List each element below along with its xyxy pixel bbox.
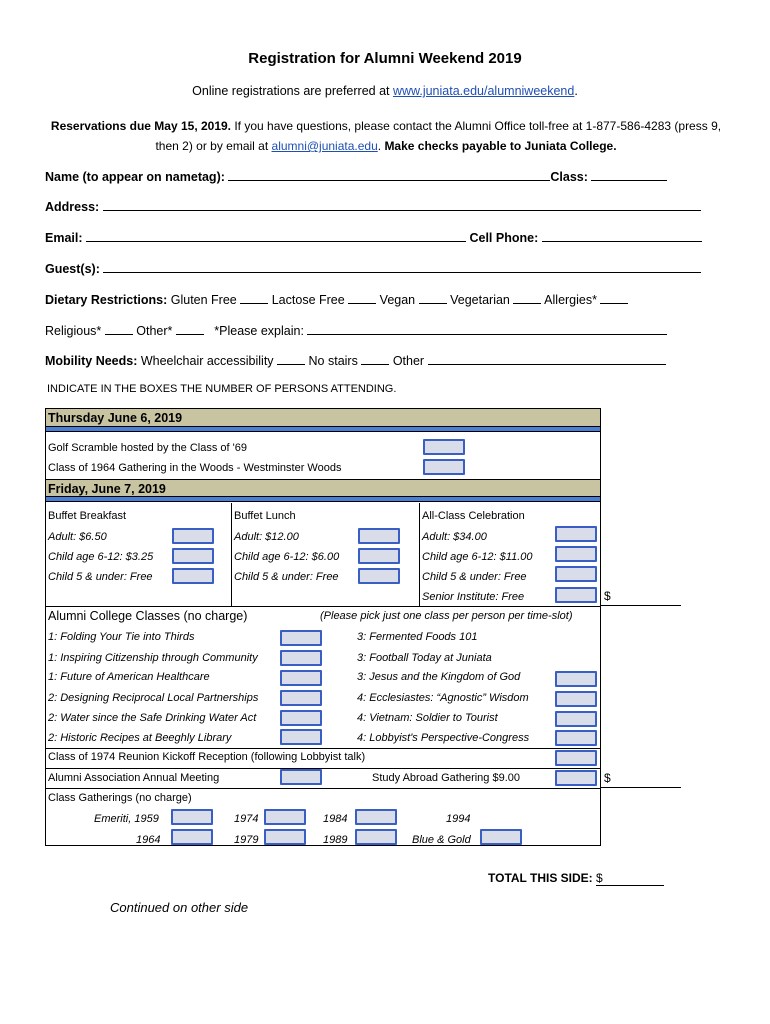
no-stairs-field[interactable] xyxy=(361,352,389,365)
lactose-free-field[interactable] xyxy=(348,291,376,304)
events-table xyxy=(45,408,601,846)
college-class-1a: 1: Folding Your Tie into Thirds xyxy=(48,631,195,643)
alumni-email-link[interactable]: alumni@juniata.edu xyxy=(271,139,378,153)
college-box-4a[interactable] xyxy=(555,691,597,707)
name-field[interactable] xyxy=(228,168,550,181)
study-abroad-label: Study Abroad Gathering $9.00 xyxy=(372,772,520,784)
allergies-field[interactable] xyxy=(600,291,628,304)
golf-label: Golf Scramble hosted by the Class of '69 xyxy=(48,442,247,454)
college-box-2a[interactable] xyxy=(280,690,322,706)
cell-phone-field[interactable] xyxy=(542,229,702,242)
celebration-child: Child age 6-12: $11.00 xyxy=(422,551,533,563)
class-1984-label: 1984 xyxy=(323,813,348,825)
friday-divider xyxy=(46,497,600,502)
total-this-side: TOTAL THIS SIDE: $ xyxy=(488,871,664,886)
college-class-3b: 3: Football Today at Juniata xyxy=(357,652,492,664)
breakfast-adult: Adult: $6.50 xyxy=(48,531,107,543)
college-box-1a[interactable] xyxy=(280,630,322,646)
class-1984-box[interactable] xyxy=(355,809,397,825)
lunch-child: Child age 6-12: $6.00 xyxy=(234,551,340,563)
college-box-4c[interactable] xyxy=(555,730,597,746)
breakfast-under-box[interactable] xyxy=(172,568,214,584)
friday-subtotal-line[interactable] xyxy=(601,605,681,606)
college-class-3c: 3: Jesus and the Kingdom of God xyxy=(357,671,521,683)
religious-row: Religious* Other* *Please explain: xyxy=(45,322,667,338)
class-1989-label: 1989 xyxy=(323,834,348,846)
gluten-free-field[interactable] xyxy=(240,291,268,304)
college-note: (Please pick just one class per person per time-slot) xyxy=(320,610,573,622)
page-title: Registration for Alumni Weekend 2019 xyxy=(248,50,522,67)
breakfast-child-box[interactable] xyxy=(172,548,214,564)
lunch-child-box[interactable] xyxy=(358,548,400,564)
college-box-3[interactable] xyxy=(555,671,597,687)
guests-field[interactable] xyxy=(103,260,701,273)
college-class-2b: 2: Water since the Safe Drinking Water Act xyxy=(48,712,257,724)
class-1974-box[interactable] xyxy=(264,809,306,825)
celebration-adult-box[interactable] xyxy=(555,546,597,562)
college-box-1c[interactable] xyxy=(280,670,322,686)
class-field[interactable] xyxy=(591,168,667,181)
college-class-2c: 2: Historic Recipes at Beeghly Library xyxy=(48,732,232,744)
dietary-row: Dietary Restrictions: Gluten Free Lactose Free Vegan Vegetarian Allergies* xyxy=(45,291,628,307)
mobility-other-field[interactable] xyxy=(428,352,666,365)
reservations-note: Reservations due May 15, 2019. If you have questions, please contact the Alumni Office toll-free at 1-877-586-4283 (press 9, then 2) or by email at alumni@juniata.edu. Make checks payable to Juniata College. xyxy=(50,119,722,153)
celebration-adult: Adult: $34.00 xyxy=(422,531,487,543)
registration-link[interactable]: www.juniata.edu/alumniweekend xyxy=(392,84,575,98)
online-note: Online registrations are preferred at www.juniata.edu/alumniweekend. xyxy=(192,84,578,98)
golf-count-box[interactable] xyxy=(423,439,465,455)
lunch-under-box[interactable] xyxy=(358,568,400,584)
address-row: Address: xyxy=(45,198,701,214)
college-title: Alumni College Classes (no charge) xyxy=(48,609,248,623)
class-1989-box[interactable] xyxy=(355,829,397,845)
class-1979-label: 1979 xyxy=(234,834,259,846)
wheelchair-field[interactable] xyxy=(277,352,305,365)
college-box-2c[interactable] xyxy=(280,729,322,745)
breakfast-under: Child 5 & under: Free xyxy=(48,571,153,583)
class-1994-label: 1994 xyxy=(446,813,471,825)
college-class-2a: 2: Designing Reciprocal Local Partnerships xyxy=(48,692,259,704)
friday-header: Friday, June 7, 2019 xyxy=(46,479,600,497)
guests-row: Guest(s): xyxy=(45,260,701,276)
indicate-instructions: INDICATE IN THE BOXES THE NUMBER OF PERSONS ATTENDING. xyxy=(47,383,397,395)
lunch-adult: Adult: $12.00 xyxy=(234,531,299,543)
continued-note: Continued on other side xyxy=(110,900,249,915)
celebration-title: All-Class Celebration xyxy=(422,510,525,522)
celebration-senior: Senior Institute: Free xyxy=(422,591,525,603)
vegetarian-field[interactable] xyxy=(513,291,541,304)
vegan-field[interactable] xyxy=(419,291,447,304)
gathering-count-box[interactable] xyxy=(423,459,465,475)
college-box-1b[interactable] xyxy=(280,650,322,666)
breakfast-title: Buffet Breakfast xyxy=(48,510,127,522)
college-class-1c: 1: Future of American Healthcare xyxy=(48,671,210,683)
study-subtotal-dollar: $ xyxy=(604,771,611,785)
address-field[interactable] xyxy=(103,198,701,211)
annual-meeting-box[interactable] xyxy=(280,769,322,785)
breakfast-child: Child age 6-12: $3.25 xyxy=(48,551,154,563)
celebration-extra-box[interactable] xyxy=(555,526,597,542)
class-1964-label: 1964 xyxy=(136,834,161,846)
college-class-4c: 4: Lobbyist's Perspective-Congress xyxy=(357,732,530,744)
college-box-4b[interactable] xyxy=(555,711,597,727)
blue-gold-label: Blue & Gold xyxy=(412,834,471,846)
celebration-child-box[interactable] xyxy=(555,566,597,582)
total-field[interactable]: $ xyxy=(596,871,664,886)
email-field[interactable] xyxy=(86,229,466,242)
class-1974-label: 1974 xyxy=(234,813,259,825)
college-box-2b[interactable] xyxy=(280,710,322,726)
thursday-header: Thursday June 6, 2019 xyxy=(46,409,600,427)
emeriti-label: Emeriti, 1959 xyxy=(94,813,159,825)
celebration-senior-box[interactable] xyxy=(555,587,597,603)
friday-subtotal-dollar: $ xyxy=(604,589,611,603)
blue-gold-box[interactable] xyxy=(480,829,522,845)
name-row: Name (to appear on nametag): Class: xyxy=(45,168,667,184)
reception-box[interactable] xyxy=(555,750,597,766)
annual-meeting-label: Alumni Association Annual Meeting xyxy=(48,772,220,784)
breakfast-adult-box[interactable] xyxy=(172,528,214,544)
college-class-4a: 4: Ecclesiastes: “Agnostic” Wisdom xyxy=(357,692,529,704)
college-class-3a: 3: Fermented Foods 101 xyxy=(357,631,478,643)
study-subtotal-line[interactable] xyxy=(601,787,681,788)
class-1964-box[interactable] xyxy=(171,829,213,845)
other-diet-field[interactable] xyxy=(176,322,204,335)
reception-label: Class of 1974 Reunion Kickoff Reception (following Lobbyist talk) xyxy=(48,751,366,763)
religious-field[interactable] xyxy=(105,322,133,335)
lunch-adult-box[interactable] xyxy=(358,528,400,544)
gathering-label: Class of 1964 Gathering in the Woods - Westminster Woods xyxy=(48,462,342,474)
lunch-title: Buffet Lunch xyxy=(234,510,296,522)
emeriti-box[interactable] xyxy=(171,809,213,825)
mobility-row: Mobility Needs: Wheelchair accessibility No stairs Other xyxy=(45,352,666,368)
college-class-4b: 4: Vietnam: Soldier to Tourist xyxy=(357,712,498,724)
college-class-1b: 1: Inspiring Citizenship through Community xyxy=(48,652,258,664)
class-1979-box[interactable] xyxy=(264,829,306,845)
celebration-under: Child 5 & under: Free xyxy=(422,571,527,583)
class-gatherings-title: Class Gatherings (no charge) xyxy=(48,792,192,804)
explain-field[interactable] xyxy=(307,322,667,335)
study-abroad-box[interactable] xyxy=(555,770,597,786)
thursday-divider xyxy=(46,427,600,432)
lunch-under: Child 5 & under: Free xyxy=(234,571,339,583)
email-row: Email: Cell Phone: xyxy=(45,229,702,245)
